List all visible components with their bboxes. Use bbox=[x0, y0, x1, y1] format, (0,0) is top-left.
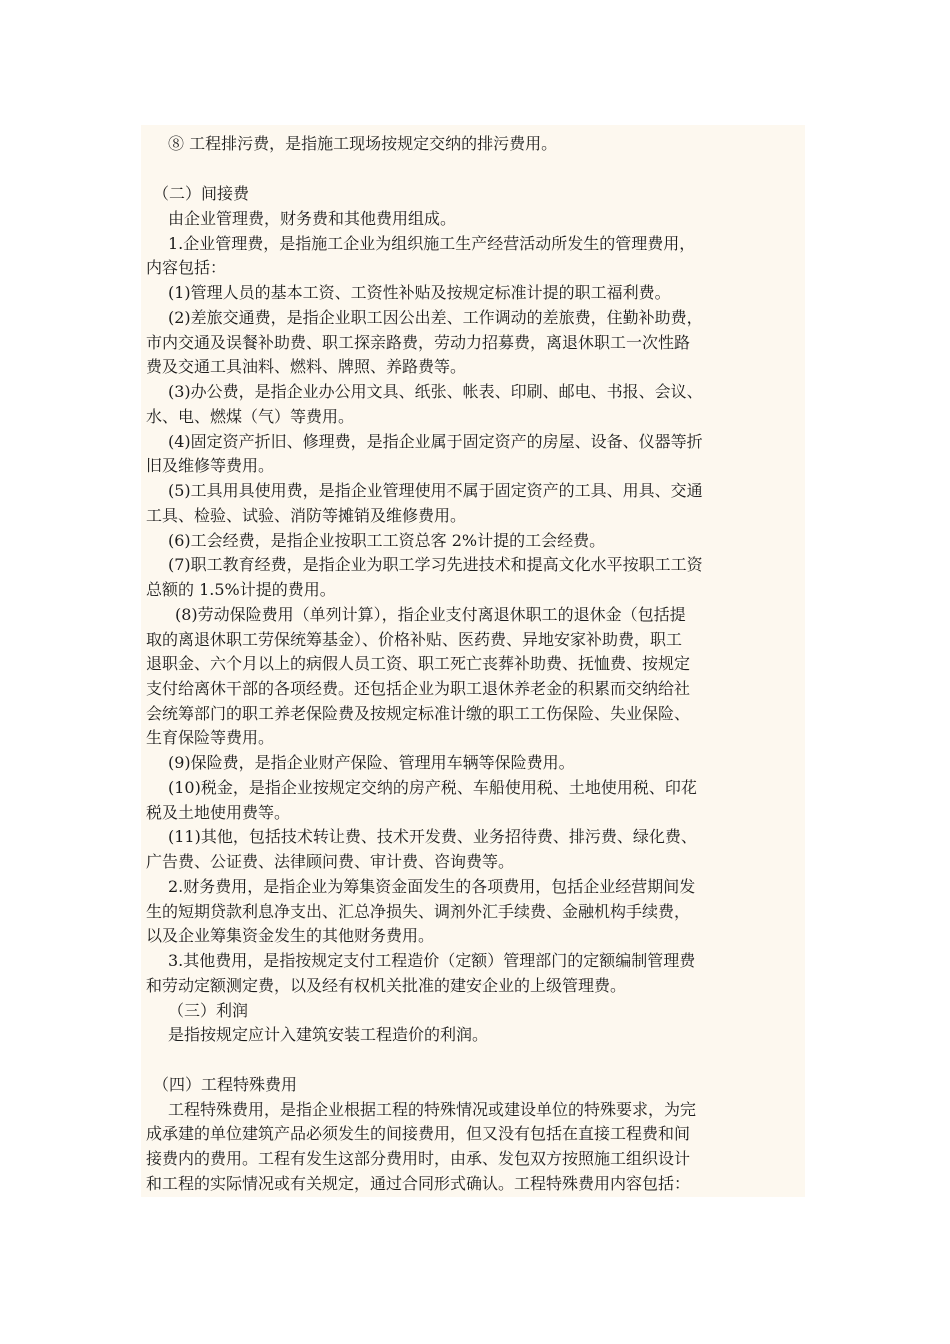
text-line: 成承建的单位建筑产品必须发生的间接费用，但又没有包括在直接工程费和间 bbox=[146, 1124, 691, 1143]
text-line: 3.其他费用，是指按规定支付工程造价（定额）管理部门的定额编制管理费 bbox=[168, 951, 696, 970]
text-line: 广告费、公证费、法律顾问费、审计费、咨询费等。 bbox=[146, 852, 515, 871]
text-line: (1)管理人员的基本工资、工资性补贴及按规定标准计提的职工福利费。 bbox=[168, 283, 671, 302]
text-line: (10)税金，是指企业按规定交纳的房产税、车船使用税、土地使用税、印花 bbox=[168, 778, 697, 797]
text-line: (7)职工教育经费，是指企业为职工学习先进技术和提高文化水平按职工工资 bbox=[168, 555, 703, 574]
text-line: (3)办公费，是指企业办公用文具、纸张、帐表、印刷、邮电、书报、会议、 bbox=[168, 382, 703, 401]
text-line: (8)劳动保险费用（单列计算），指企业支付离退休职工的退休金（包括提 bbox=[175, 605, 686, 624]
text-line: 支付给离休干部的各项经费。还包括企业为职工退休养老金的积累而交纳给社 bbox=[146, 679, 691, 698]
text-line: 总额的 1.5%计提的费用。 bbox=[146, 580, 336, 599]
text-line: ⑧ 工程排污费，是指施工现场按规定交纳的排污费用。 bbox=[168, 134, 558, 153]
text-line: 退职金、六个月以上的病假人员工资、职工死亡丧葬补助费、抚恤费、按规定 bbox=[146, 654, 691, 673]
text-line: 接费内的费用。工程有发生这部分费用时，由承、发包双方按照施工组织设计 bbox=[146, 1149, 691, 1168]
text-line: 内容包括： bbox=[146, 258, 227, 277]
text-line: (5)工具用具使用费，是指企业管理使用不属于固定资产的工具、用具、交通 bbox=[168, 481, 703, 500]
text-line: （二）间接费 bbox=[153, 184, 250, 203]
text-line: 2.财务费用，是指企业为筹集资金面发生的各项费用，包括企业经营期间发 bbox=[168, 877, 696, 896]
text-line: 会统筹部门的职工养老保险费及按规定标准计缴的职工工伤保险、失业保险、 bbox=[146, 704, 691, 723]
text-body bbox=[141, 125, 805, 1197]
text-line: 生育保险等费用。 bbox=[146, 728, 275, 747]
text-line: 1.企业管理费，是指施工企业为组织施工生产经营活动所发生的管理费用， bbox=[168, 234, 696, 253]
text-line: 是指按规定应计入建筑安装工程造价的利润。 bbox=[168, 1025, 489, 1044]
text-line: 工程特殊费用，是指企业根据工程的特殊情况或建设单位的特殊要求，为完 bbox=[168, 1100, 697, 1119]
text-line: 费及交通工具油料、燃料、牌照、养路费等。 bbox=[146, 357, 467, 376]
text-line: 取的离退休职工劳保统筹基金）、价格补贴、医药费、异地安家补助费，职工 bbox=[146, 630, 683, 649]
text-line: 和工程的实际情况或有关规定，通过合同形式确认。工程特殊费用内容包括： bbox=[146, 1174, 691, 1193]
text-line: 生的短期贷款利息净支出、汇总净损失、调剂外汇手续费、金融机构手续费， bbox=[146, 902, 691, 921]
text-line: 和劳动定额测定费，以及经有权机关批准的建安企业的上级管理费。 bbox=[146, 976, 627, 995]
text-line: 以及企业筹集资金发生的其他财务费用。 bbox=[146, 926, 435, 945]
text-line: （三）利润 bbox=[168, 1001, 249, 1020]
text-line: 市内交通及误餐补助费、职工探亲路费，劳动力招募费，离退休职工一次性路 bbox=[146, 333, 691, 352]
text-line: 水、电、燃煤（气）等费用。 bbox=[146, 407, 355, 426]
text-line: (2)差旅交通费，是指企业职工因公出差、工作调动的差旅费，住勤补助费， bbox=[168, 308, 703, 327]
text-line: (6)工会经费，是指企业按职工工资总客 2%计提的工会经费。 bbox=[168, 531, 606, 550]
text-line: (9)保险费，是指企业财产保险、管理用车辆等保险费用。 bbox=[168, 753, 575, 772]
text-line: （四）工程特殊费用 bbox=[153, 1075, 298, 1094]
text-line: (4)固定资产折旧、修理费，是指企业属于固定资产的房屋、设备、仪器等折 bbox=[168, 432, 703, 451]
text-line: (11)其他，包括技术转让费、技术开发费、业务招待费、排污费、绿化费、 bbox=[168, 827, 697, 846]
text-line: 工具、检验、试验、消防等摊销及维修费用。 bbox=[146, 506, 467, 525]
text-line: 由企业管理费，财务费和其他费用组成。 bbox=[168, 209, 457, 228]
text-line: 旧及维修等费用。 bbox=[146, 456, 275, 475]
text-line: 税及土地使用费等。 bbox=[146, 803, 291, 822]
